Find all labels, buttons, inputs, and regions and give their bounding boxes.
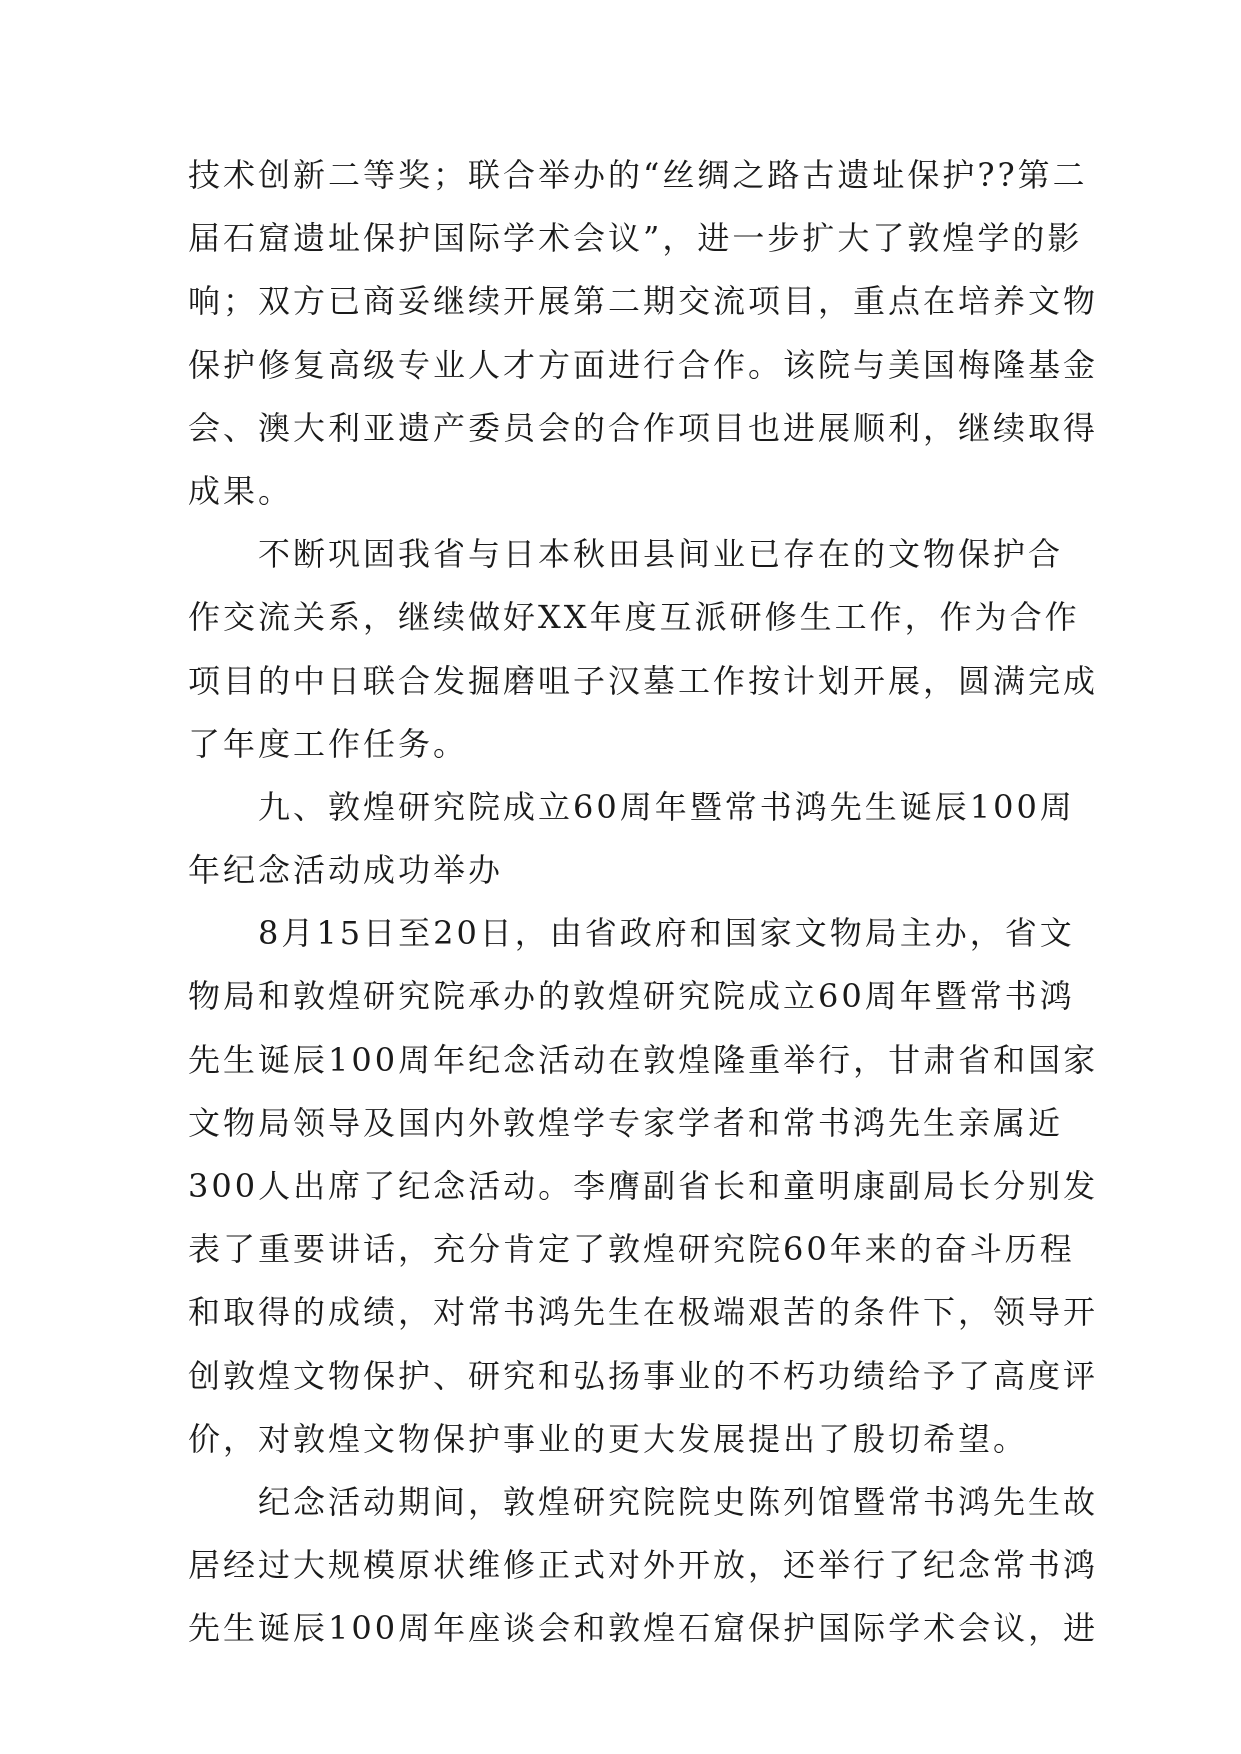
text-line: 价，对敦煌文物保护事业的更大发展提出了殷切希望。 <box>188 1419 1029 1458</box>
text-line: 不断巩固我省与日本秋田县间业已存在的文物保护合 <box>258 535 1064 574</box>
text-line: 居经过大规模原状维修正式对外开放，还举行了纪念常书鸿 <box>188 1546 1099 1585</box>
text-line: 成果。 <box>188 471 294 510</box>
body-text <box>188 144 1099 1661</box>
text-line: 了年度工作任务。 <box>188 724 469 763</box>
text-line: 届石窟遗址保护国际学术会议”，进一步扩大了敦煌学的影 <box>188 219 1083 258</box>
text-line: 保护修复高级专业人才方面进行合作。该院与美国梅隆基金 <box>188 345 1099 384</box>
text-line: 响；双方已商妥继续开展第二期交流项目，重点在培养文物 <box>188 282 1099 321</box>
section-heading-line: 年纪念活动成功举办 <box>188 851 504 890</box>
text-line: 先生诞辰100周年纪念活动在敦煌隆重举行，甘肃省和国家 <box>188 1040 1099 1079</box>
text-line: 8月15日至20日，由省政府和国家文物局主办，省文 <box>258 914 1075 953</box>
text-line: 和取得的成绩，对常书鸿先生在极端艰苦的条件下，领导开 <box>188 1293 1099 1332</box>
text-line: 300人出席了纪念活动。李膺副省长和童明康副局长分别发 <box>188 1167 1099 1205</box>
text-line: 技术创新二等奖；联合举办的“丝绸之路古遗址保护??第二 <box>188 156 1088 194</box>
text-line: 会、澳大利亚遗产委员会的合作项目也进展顺利，继续取得 <box>188 408 1099 447</box>
text-line: 项目的中日联合发掘磨咀子汉墓工作按计划开展，圆满完成 <box>188 661 1099 700</box>
section-heading-line: 九、敦煌研究院成立60周年暨常书鸿先生诞辰100周 <box>258 787 1075 826</box>
text-line: 作交流关系，继续做好XX年度互派研修生工作，作为合作 <box>188 598 1080 637</box>
text-line: 纪念活动期间，敦煌研究院院史陈列馆暨常书鸿先生故 <box>258 1482 1099 1521</box>
text-line: 创敦煌文物保护、研究和弘扬事业的不朽功绩给予了高度评 <box>188 1356 1099 1395</box>
text-line: 文物局领导及国内外敦煌学专家学者和常书鸿先生亲属近 <box>188 1103 1064 1142</box>
text-line: 先生诞辰100周年座谈会和敦煌石窟保护国际学术会议，进 <box>188 1609 1099 1648</box>
text-line: 表了重要讲话，充分肯定了敦煌研究院60年来的奋斗历程 <box>188 1230 1075 1269</box>
text-line: 物局和敦煌研究院承办的敦煌研究院成立60周年暨常书鸿 <box>188 977 1075 1016</box>
